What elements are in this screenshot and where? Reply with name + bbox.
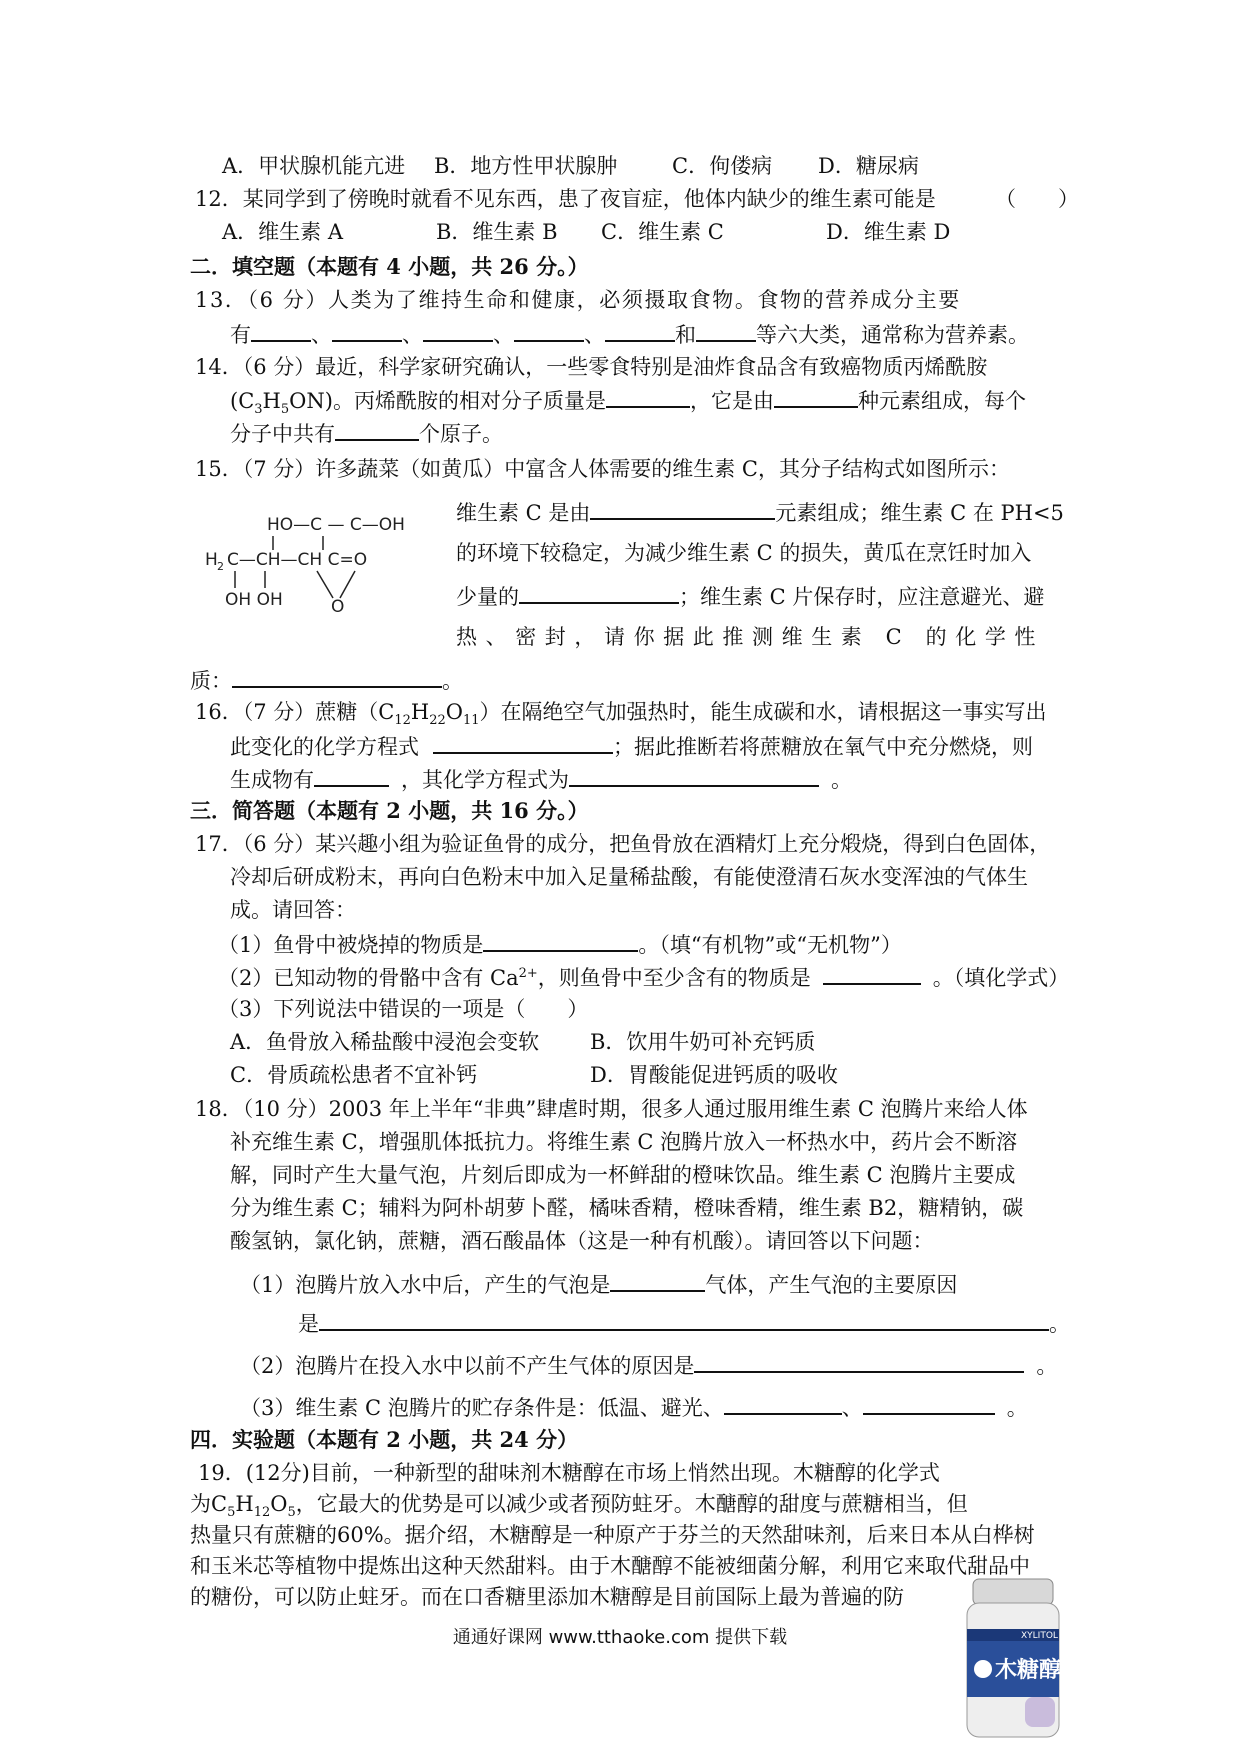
q19-sub-o: 5	[287, 1505, 296, 1521]
q18-line3: 解，同时产生大量气泡，片刻后即成为一杯鲜甜的橙味饮品。维生素 C 泡腾片主要成	[230, 1163, 1016, 1187]
q16-formula-o: O	[445, 700, 463, 724]
q17-line1: 17．（6 分）某兴趣小组为验证鱼骨的成分，把鱼骨放在酒精灯上充分煅烧，得到白色固体，	[195, 832, 1051, 856]
q14-text-mass: ON)。丙烯酰胺的相对分子质量是	[289, 389, 606, 413]
q17-options-row2	[230, 1060, 838, 1090]
q17-option-c: C．骨质疏松患者不宜补钙	[230, 1063, 478, 1087]
q18-text-sep: 、	[841, 1396, 863, 1420]
q18-blank-reason[interactable]	[319, 1307, 1049, 1331]
q17-options-row1	[230, 1027, 815, 1057]
q16-line2	[230, 730, 1033, 762]
q16-formula-h: H	[410, 700, 430, 724]
q18-blank-gas[interactable]	[610, 1268, 705, 1292]
jar-name: 木糖醇	[995, 1658, 1062, 1683]
q13-blank-2[interactable]	[332, 318, 402, 342]
q14-blank-atoms[interactable]	[335, 417, 419, 441]
q18-sub1	[240, 1268, 957, 1300]
q16-text-sucrose: 16．（7 分）蔗糖（C	[195, 700, 395, 724]
q18-text-reason: 气体，产生气泡的主要原因	[705, 1273, 958, 1297]
footer-download-note: 通通好课网 www.tthaoke.com 提供下载	[452, 1627, 788, 1648]
q14-line3	[230, 417, 503, 449]
q17-option-a: A．鱼骨放入稀盐酸中浸泡会变软	[230, 1030, 540, 1054]
q14-text-composed: ，它是由	[689, 389, 774, 413]
q14-formula-h: H	[262, 389, 281, 413]
q19-line1: 19．(12分)目前，一种新型的甜味剂木糖醇在市场上悄然出现。木糖醇的化学式	[198, 1461, 940, 1485]
q16-text-end: 。	[831, 768, 852, 792]
q16-sub-h: 22	[429, 713, 446, 729]
q15-text-madeof: 维生素 C 是由	[456, 501, 591, 525]
q16-line1	[195, 697, 1047, 727]
q13-text-end: 等六大类，通常称为营养素。	[756, 323, 1029, 347]
jar-brand: XYLITOL	[1021, 1631, 1058, 1641]
q14-blank-mass[interactable]	[606, 384, 690, 408]
q16-text-infer: ；据此推断若将蔗糖放在氧气中充分燃烧，则	[613, 735, 1033, 759]
q17-text-hint2: 。（填化学式）	[932, 966, 1070, 990]
q19-sub-c: 5	[227, 1505, 236, 1521]
q15-text-small-amount: 少量的	[456, 585, 519, 609]
q11-options	[222, 151, 919, 181]
q18-text-period2: 。	[1036, 1354, 1058, 1378]
q15-blank-property[interactable]	[232, 664, 442, 688]
q18-blank-storage-2[interactable]	[863, 1391, 995, 1415]
q15-row4: 热、密封，请你据此推测维生素 C 的化学性	[456, 625, 1045, 649]
q13-blank-6[interactable]	[696, 318, 756, 342]
q12-options	[222, 217, 950, 247]
struct-left-sub: 2	[217, 560, 224, 573]
q13-blank-1[interactable]	[251, 318, 311, 342]
q17-line2: 冷却后研成粉末，再向白色粉末中加入足量稀盐酸，有能使澄清石灰水变浑浊的气体生	[230, 865, 1028, 889]
q16-text-products: 生成物有	[230, 768, 314, 792]
q17-blank-formula[interactable]	[823, 961, 921, 985]
q18-text-no-gas: （2）泡腾片在投入水中以前不产生气体的原因是	[240, 1354, 695, 1378]
q19-formula-o: O	[270, 1492, 288, 1516]
q12-option-c: C．维生素 C	[601, 220, 724, 244]
q17-text-burned: （1）鱼骨中被烧掉的物质是	[218, 933, 484, 957]
q11-option-d: D．糖尿病	[818, 154, 919, 178]
section2-title: 二．填空题（本题有 4 小题，共 26 分。）	[190, 254, 589, 279]
vitamin-c-structure-diagram	[205, 510, 435, 630]
struct-o: O	[331, 597, 345, 617]
q14-line1: 14．（6 分）最近，科学家研究确认，一些零食特别是油炸食品含有致癌物质丙烯酰胺	[195, 355, 988, 379]
q16-text-rest: ）在隔绝空气加强热时，能生成碳和水，请根据这一事实写出	[479, 700, 1047, 724]
q16-blank-combustion[interactable]	[569, 763, 819, 787]
q19-text-formula: 为C	[190, 1492, 228, 1516]
q18-text-period3: 。	[1006, 1396, 1028, 1420]
q18-blank-no-gas[interactable]	[694, 1349, 1024, 1373]
q18-blank-storage-1[interactable]	[724, 1391, 842, 1415]
q16-sub-c: 12	[394, 713, 411, 729]
q16-sub-o: 11	[462, 713, 480, 729]
struct-mid: C—CH—CH C=O	[227, 550, 368, 570]
q18-text-is: 是	[298, 1312, 319, 1336]
q15-text-ph: 元素组成；维生素 C 在 PH<5	[775, 501, 1064, 525]
q19-formula-h: H	[235, 1492, 254, 1516]
q13-text-start: 有	[230, 323, 251, 347]
q17-option-b: B．饮用牛奶可补充钙质	[590, 1030, 816, 1054]
q19-sub-h: 12	[253, 1505, 271, 1521]
q13-sep: 、	[311, 323, 332, 347]
q15-row1	[456, 496, 1064, 528]
q17-line3: 成。请回答：	[230, 898, 356, 922]
q16-blank-equation[interactable]	[433, 730, 613, 754]
q13-blank-4[interactable]	[514, 318, 584, 342]
q19-line4: 和玉米芯等植物中提炼出这种天然甜料。由于木醣醇不能被细菌分解，利用它来取代甜品中	[190, 1554, 1030, 1578]
q17-option-d: D．胃酸能促进钙质的吸收	[590, 1063, 838, 1087]
q17-blank-burned[interactable]	[483, 928, 638, 952]
section4-title: 四．实验题（本题有 2 小题，共 24 分）	[190, 1427, 579, 1452]
q14-formula-c-sub: 3	[254, 402, 263, 418]
q14-formula-h-sub: 5	[280, 402, 290, 418]
struct-left: H	[205, 550, 218, 570]
q14-blank-elements[interactable]	[774, 384, 858, 408]
xylitol-jar-svg	[955, 1577, 1070, 1742]
q18-sub3	[240, 1391, 1028, 1423]
q11-option-a: A．甲状腺机能亢进	[222, 154, 406, 178]
q13-and: 和	[675, 323, 696, 347]
q16-blank-products[interactable]	[314, 763, 389, 787]
q12-option-a: A．维生素 A	[222, 220, 344, 244]
q17-text-hint1: 。（填“有机物”或“无机物”）	[638, 933, 902, 957]
q13-sep: 、	[584, 323, 605, 347]
q18-line5: 酸氢钠，氯化钠，蔗糖，酒石酸晶体（这是一种有机酸）。请回答以下问题：	[230, 1229, 934, 1253]
q15-text-storage: ；维生素 C 片保存时，应注意避光、避	[679, 585, 1045, 609]
q17-sub3: （3）下列说法中错误的一项是（ ）	[218, 997, 589, 1021]
q15-row3	[456, 580, 1044, 612]
q13-line2	[230, 318, 1029, 350]
q16-text-equation: 此变化的化学方程式	[230, 735, 419, 759]
q13-line1: 13．（6 分）人类为了维持生命和健康，必须摄取食物。食物的营养成分主要	[195, 288, 961, 312]
q14-text-each: 种元素组成，每个	[857, 389, 1026, 413]
q19-line3: 热量只有蔗糖的60%。据介绍，木糖醇是一种原产于芬兰的天然甜味剂，后来日本从白桦树	[190, 1523, 1035, 1547]
q18-text-period1: 。	[1049, 1312, 1070, 1336]
q15-line1: 15．（7 分）许多蔬菜（如黄瓜）中富含人体需要的维生素 C，其分子结构式如图所示：	[195, 457, 1010, 481]
q14-line2	[230, 384, 1026, 416]
q14-text-atoms: 个原子。	[419, 422, 503, 446]
q18-text-bubbles: （1）泡腾片放入水中后，产生的气泡是	[240, 1273, 611, 1297]
q12-option-b: B．维生素 B	[436, 220, 558, 244]
q13-sep: 、	[493, 323, 514, 347]
section3-title: 三．简答题（本题有 2 小题，共 16 分。）	[190, 798, 589, 823]
q12-paren: （ ）	[995, 187, 1079, 211]
struct-bottom: OH OH	[225, 590, 283, 610]
q18-line2: 补充维生素 C，增强肌体抵抗力。将维生素 C 泡腾片放入一杯热水中，药片会不断溶	[230, 1130, 1018, 1154]
q15-row5	[190, 664, 463, 696]
q17-sub2	[218, 961, 1069, 993]
q15-blank-additive[interactable]	[519, 580, 679, 604]
q18-sub1-cont	[298, 1307, 1070, 1339]
q17-ion-charge: 2+	[518, 966, 538, 981]
q18-text-storage: （3）维生素 C 泡腾片的贮存条件是：低温、避光、	[240, 1396, 724, 1420]
q17-sub1	[218, 928, 902, 960]
q15-text-period: 。	[442, 669, 463, 693]
q16-line3	[230, 763, 852, 795]
q12-stem	[195, 184, 936, 214]
q16-text-combustion: ，其化学方程式为	[401, 768, 569, 792]
q12-option-d: D．维生素 D	[826, 220, 951, 244]
q15-text-property: 质：	[190, 669, 232, 693]
q13-sep: 、	[402, 323, 423, 347]
q14-formula-c: (C	[230, 389, 255, 413]
q18-line4: 分为维生素 C；辅料为阿朴胡萝卜醛，橘味香精，橙味香精，维生素 B2，糖精钠，碳	[230, 1196, 1024, 1220]
q17-text-calcium: （2）已知动物的骨骼中含有 Ca	[218, 966, 519, 990]
q19-line2	[190, 1489, 968, 1519]
q13-blank-3[interactable]	[423, 318, 493, 342]
q15-row2: 的环境下较稳定，为减少维生素 C 的损失，黄瓜在烹饪时加入	[456, 541, 1032, 565]
xylitol-jar-image	[955, 1577, 1070, 1742]
q15-blank-elements[interactable]	[590, 496, 775, 520]
q12-stem-text: 12．某同学到了傍晚时就看不见东西，患了夜盲症，他体内缺少的维生素可能是	[195, 187, 936, 211]
vitamin-c-structure-svg	[205, 510, 435, 630]
q17-text-substance: ，则鱼骨中至少含有的物质是	[537, 966, 811, 990]
q11-option-c: C．佝偻病	[672, 154, 773, 178]
q11-option-b: B．地方性甲状腺肿	[434, 154, 618, 178]
struct-top: HO—C — C—OH	[267, 515, 405, 535]
q18-sub2	[240, 1349, 1057, 1381]
q18-line1: 18．（10 分）2003 年上半年“非典”肆虐时期，很多人通过服用维生素 C 泡腾片来给人体	[195, 1097, 1028, 1121]
q14-text-total: 分子中共有	[230, 422, 335, 446]
q19-text-advantage: ，它最大的优势是可以减少或者预防蛀牙。木醣醇的甜度与蔗糖相当，但	[295, 1492, 968, 1516]
q19-line5: 的糖份，可以防止蛀牙。而在口香糖里添加木糖醇是目前国际上最为普遍的防	[190, 1585, 904, 1609]
q13-blank-5[interactable]	[605, 318, 675, 342]
